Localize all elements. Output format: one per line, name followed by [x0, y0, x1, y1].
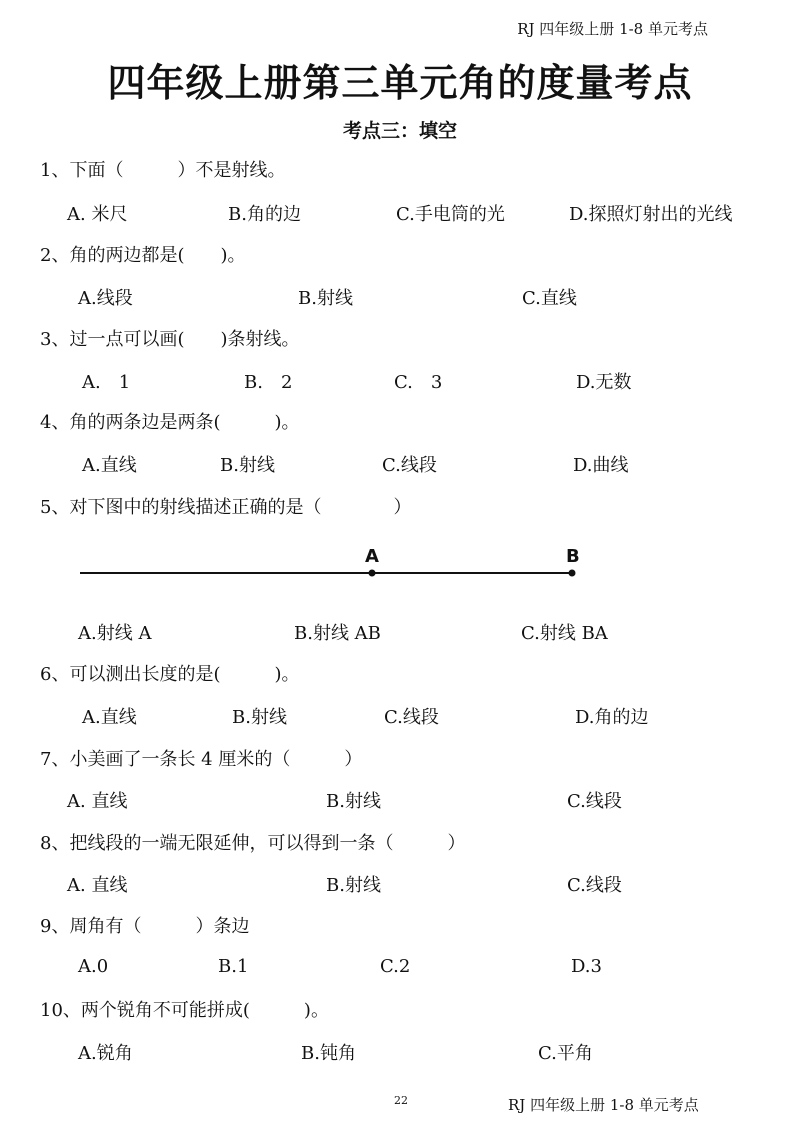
question-4-option-b: B.射线: [220, 455, 275, 476]
question-2-stem: 2、角的两边都是( )。: [40, 245, 246, 266]
question-8-stem: 8、把线段的一端无限延伸，可以得到一条（ ）: [40, 833, 466, 854]
question-5-option-a: A.射线 A: [78, 623, 152, 644]
question-3-option-d: D.无数: [576, 372, 632, 393]
question-8-option-a: A. 直线: [67, 875, 128, 896]
question-9-option-c: C.2: [380, 956, 411, 977]
question-8-option-b: B.射线: [326, 875, 381, 896]
point-a-label: A: [365, 546, 379, 567]
header-note: RJ 四年级上册 1-8 单元考点: [517, 20, 708, 38]
question-7-option-c: C.线段: [567, 791, 622, 812]
question-10-stem: 10、两个锐角不可能拼成( )。: [40, 1000, 329, 1021]
question-3-option-b: B. 2: [244, 372, 293, 393]
question-5-option-b: B.射线 AB: [294, 623, 381, 644]
question-1-option-c: C.手电筒的光: [396, 204, 505, 225]
question-2-option-c: C.直线: [522, 288, 577, 309]
point-b-dot: [569, 570, 576, 577]
question-7-option-b: B.射线: [326, 791, 381, 812]
question-3-option-c: C. 3: [394, 372, 443, 393]
question-10-option-b: B.钝角: [301, 1043, 356, 1064]
question-3-option-a: A. 1: [82, 372, 131, 393]
question-2-option-b: B.射线: [298, 288, 353, 309]
page-title: 四年级上册第三单元角的度量考点: [107, 61, 693, 105]
question-6-option-d: D.角的边: [575, 707, 649, 728]
question-1-option-b: B.角的边: [228, 204, 301, 225]
question-6-option-a: A.直线: [82, 707, 137, 728]
question-4-option-d: D.曲线: [573, 455, 629, 476]
ray-figure: [70, 540, 600, 590]
question-9-option-d: D.3: [571, 956, 602, 977]
question-10-option-a: A.锐角: [78, 1043, 133, 1064]
question-7-stem: 7、小美画了一条长 4 厘米的（ ）: [40, 749, 363, 770]
question-4-option-c: C.线段: [382, 455, 437, 476]
point-a-dot: [369, 570, 376, 577]
question-6-option-c: C.线段: [384, 707, 439, 728]
page-number: 22: [394, 1094, 408, 1107]
question-4-stem: 4、角的两条边是两条( )。: [40, 412, 300, 433]
question-4-option-a: A.直线: [82, 455, 137, 476]
question-5-option-c: C.射线 BA: [521, 623, 608, 644]
question-5-stem: 5、对下图中的射线描述正确的是（ ）: [40, 497, 412, 518]
question-9-stem: 9、周角有（ ）条边: [40, 916, 250, 937]
question-1-option-a: A. 米尺: [67, 204, 128, 225]
question-3-stem: 3、过一点可以画( )条射线。: [40, 329, 300, 350]
section-title: 考点三：填空: [342, 120, 457, 142]
question-6-stem: 6、可以测出长度的是( )。: [40, 664, 300, 685]
question-8-option-c: C.线段: [567, 875, 622, 896]
question-1-option-d: D.探照灯射出的光线: [569, 204, 733, 225]
point-b-label: B: [566, 546, 580, 567]
question-10-option-c: C.平角: [538, 1043, 593, 1064]
question-1-stem: 1、下面（ ）不是射线。: [40, 160, 286, 181]
question-7-option-a: A. 直线: [67, 791, 128, 812]
question-2-option-a: A.线段: [78, 288, 133, 309]
question-6-option-b: B.射线: [232, 707, 287, 728]
question-9-option-a: A.0: [78, 956, 109, 977]
footer-note: RJ 四年级上册 1-8 单元考点: [508, 1096, 699, 1114]
question-9-option-b: B.1: [218, 956, 249, 977]
